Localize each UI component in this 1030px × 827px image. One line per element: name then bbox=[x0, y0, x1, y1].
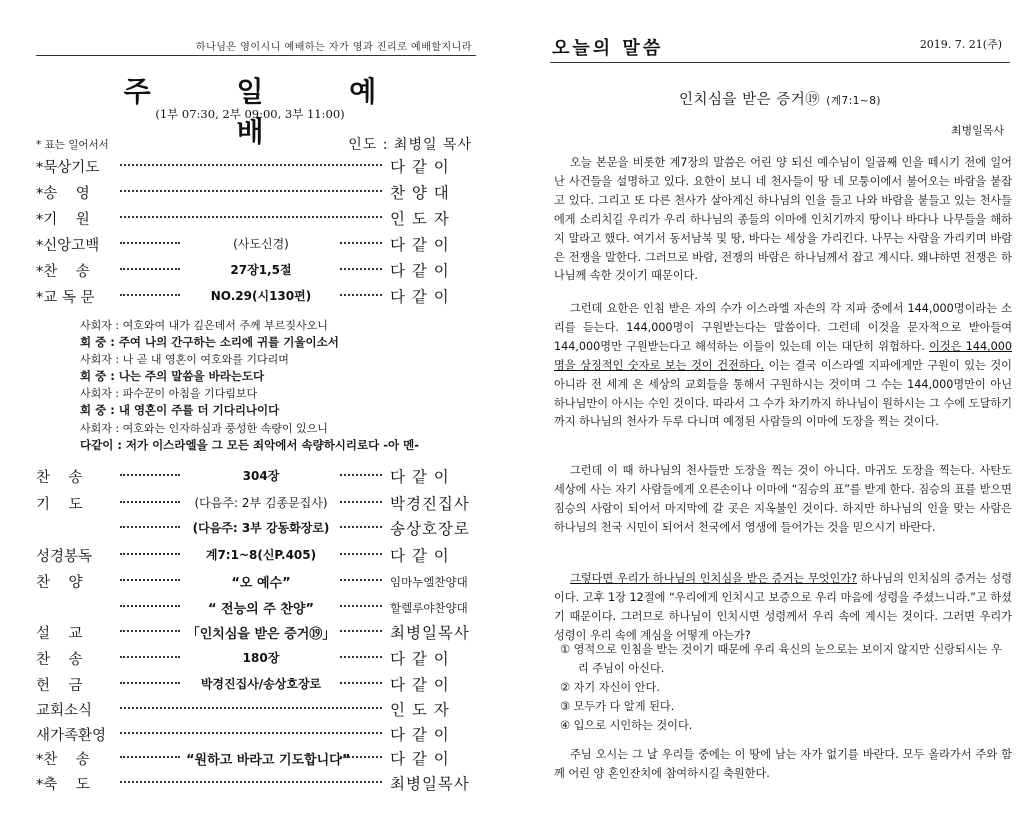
order-item-detail: 304장 bbox=[242, 469, 280, 483]
order-item-performer: 찬 양 대 bbox=[390, 184, 450, 202]
order-item-performer: 할렐루야찬양대 bbox=[390, 601, 468, 615]
leader-dots bbox=[120, 579, 180, 581]
order-item-label: 설 교 bbox=[36, 626, 83, 642]
leader-dots bbox=[120, 190, 382, 192]
order-item bbox=[36, 569, 476, 595]
order-item-detail: 박경진집사/송상호장로 bbox=[200, 677, 322, 691]
order-item-label: 기 도 bbox=[36, 497, 83, 513]
order-item-label: 새가족환영 bbox=[36, 728, 107, 744]
list-item: ② 자기 자신이 안다. bbox=[560, 680, 660, 694]
leader-dots bbox=[340, 630, 382, 632]
order-item-performer: 최병일목사 bbox=[390, 624, 470, 642]
paragraph-2 bbox=[554, 300, 1012, 432]
responsive-line: 다같이 : 저가 이스라엘을 그 모든 죄악에서 속량하시리로다 -아 멘- bbox=[80, 438, 420, 452]
order-item-detail: “원하고 바라고 기도합니다” bbox=[186, 753, 351, 768]
leader-dots bbox=[340, 474, 382, 476]
order-item-performer: 다 같 이 bbox=[390, 726, 450, 744]
list-item: ④ 입으로 시인하는 것이다. bbox=[560, 718, 693, 732]
order-item bbox=[36, 543, 476, 569]
order-item bbox=[36, 646, 476, 672]
sermon-title-text: 인치심을 받은 증거⑲ bbox=[679, 92, 821, 108]
order-item-label: *송 영 bbox=[36, 186, 90, 202]
order-item-label: *찬 송 bbox=[36, 752, 90, 768]
responsive-line: 사회자 : 파수꾼이 아침을 기다림보다 bbox=[80, 387, 258, 400]
order-item-detail: 계7:1~8(신P.405) bbox=[205, 548, 317, 562]
order-item-performer: 다 같 이 bbox=[390, 750, 450, 768]
leader-dots bbox=[340, 526, 382, 528]
order-item bbox=[36, 464, 476, 490]
order-item-performer: 인 도 자 bbox=[390, 701, 450, 719]
leader-dots bbox=[120, 630, 180, 632]
leader-dots bbox=[120, 164, 382, 166]
order-item-detail: (사도신경) bbox=[233, 237, 289, 251]
order-item bbox=[36, 206, 476, 232]
order-item bbox=[36, 746, 476, 772]
leader-dots bbox=[120, 781, 382, 783]
order-item-label: 찬 양 bbox=[36, 575, 83, 591]
responsive-line: 사회자 : 여호와여 내가 깊은데서 주께 부르짖사오니 bbox=[80, 319, 328, 332]
order-item-label: *찬 송 bbox=[36, 264, 90, 280]
leader-dots bbox=[120, 656, 180, 658]
bulletin-order-page bbox=[0, 0, 505, 827]
list-item: ① 영적으로 인침을 받는 것이기 때문에 우리 육신의 눈으로는 보이지 않지만 신랑되시는 우리 주님이 아신다. bbox=[560, 643, 1002, 675]
evidence-list bbox=[560, 641, 1010, 736]
sermon-page bbox=[540, 0, 1010, 827]
motto: 하나님은 영이시니 예배하는 자가 영과 진리로 예배할지니라 bbox=[195, 42, 472, 53]
paragraph-2-underlined: 이것은 144,000명을 상징적인 숫자로 보는 것이 건전하다. bbox=[554, 339, 1012, 372]
order-item bbox=[36, 620, 476, 646]
leader-dots bbox=[120, 474, 180, 476]
order-item bbox=[36, 595, 476, 621]
order-item bbox=[36, 516, 476, 542]
order-item-detail: “오 예수” bbox=[231, 576, 291, 591]
leader-dots bbox=[340, 501, 382, 503]
order-item-performer: 다 같 이 bbox=[390, 288, 450, 306]
leader-dots bbox=[340, 294, 382, 296]
sermon-title bbox=[550, 88, 1010, 109]
leader-dots bbox=[120, 526, 180, 528]
date: 2019. 7. 21(주) bbox=[919, 38, 1002, 51]
order-item-detail: “ 전능의 주 찬양” bbox=[207, 602, 314, 617]
paragraph-4-text: 하나님의 인치심의 증거는 성령이다. 고후 1장 12절에 “우리에게 인치시고 보증으로 우리 마음에 성령을 주셨느니라.”고 하셨기 때문이다. 그러므로 하나님이 인치시면 성령께서 우리 속에 계시는 것이다. 그러면 우리가 성령이 우리 속에 계심을 어떻게 아는가? bbox=[554, 572, 1012, 642]
legend-row bbox=[36, 134, 476, 154]
leader-dots bbox=[120, 242, 180, 244]
paragraph-2-text-b: 이는 결국 이스라엘 지파에게만 구원이 있는 것이 아니라 전 세계 온 세상의 교회들을 통해서 구원하시는 것이며 그 수는 144,000명만이 아닌 하나님만이 아시는 수인 것이다. 따라서 그 수가 차기까지 하나님이 원하시는 그 수에 도달하기까지 하나님의 천사가 두루 다니며 예정된 사람들의 이마에 도장을 찍는 것이다. bbox=[554, 358, 1012, 429]
leader-dots bbox=[120, 732, 382, 734]
order-item-performer: 인 도 자 bbox=[390, 210, 450, 228]
leader-dots bbox=[120, 682, 180, 684]
order-item-performer: 최병일목사 bbox=[390, 775, 470, 793]
leader-dots bbox=[120, 294, 180, 296]
leader-dots bbox=[120, 216, 382, 218]
leader-dots bbox=[120, 553, 180, 555]
order-item-performer: 다 같 이 bbox=[390, 158, 450, 176]
leader-dots bbox=[120, 605, 180, 607]
order-item-detail: 「인치심을 받은 증거⑲」 bbox=[186, 627, 336, 642]
responsive-line: 회 중 : 내 영혼이 주를 더 기다리나이다 bbox=[80, 403, 280, 417]
leader-dots bbox=[340, 268, 382, 270]
divider bbox=[36, 55, 476, 56]
leader-dots bbox=[340, 656, 382, 658]
leader-dots bbox=[120, 707, 382, 709]
order-item-label: 찬 송 bbox=[36, 652, 83, 668]
order-item-performer: 다 같 이 bbox=[390, 468, 450, 486]
service-title: 주 일 예 배 bbox=[123, 75, 415, 148]
leader-dots bbox=[120, 268, 180, 270]
order-item bbox=[36, 672, 476, 698]
order-item-detail: 180장 bbox=[242, 651, 280, 665]
order-item-detail: (다음주: 3부 강동화장로) bbox=[192, 521, 330, 535]
order-item bbox=[36, 722, 476, 748]
standing-legend: * 표는 일어서서 bbox=[36, 139, 109, 151]
order-item bbox=[36, 232, 476, 258]
order-item-performer: 다 같 이 bbox=[390, 236, 450, 254]
paragraph-3: 그런데 이 때 하나님의 천사들만 도장을 찍는 것이 아니다. 마귀도 도장을 찍는다. 사탄도 세상에 사는 자기 사람들에게 오른손이나 이마에 “짐승의 표”를 받게 한다. 짐승의 표를 받으면 짐승의 사람이 되어서 마지막에 갈 곳은 지옥불인 것이다. 하지만 하나님의 인을 맞는 사람은 하나님의 천국 시민이 되어서 천국에서 영생에 들어가는 것을 믿으시기 바란다. bbox=[554, 464, 1012, 534]
order-item-performer: 다 같 이 bbox=[390, 262, 450, 280]
responsive-line: 사회자 : 여호와는 인자하심과 풍성한 속량이 있으니 bbox=[80, 422, 328, 435]
order-item-detail: 27장1,5절 bbox=[230, 263, 292, 277]
leader-dots bbox=[340, 682, 382, 684]
leader-dots bbox=[340, 756, 382, 758]
order-item-performer: 송상호장로 bbox=[390, 520, 470, 538]
scripture-ref: (계7:1~8) bbox=[826, 95, 881, 107]
order-item-performer: 다 같 이 bbox=[390, 547, 450, 565]
service-times: (1부 07:30, 2부 09:00, 3부 11:00) bbox=[155, 107, 345, 121]
leader-dots bbox=[120, 756, 180, 758]
author: 최병일목사 bbox=[950, 124, 1004, 137]
responsive-line: 사회자 : 나 곧 내 영혼이 여호와를 기다리며 bbox=[80, 353, 289, 366]
order-item-label: 찬 송 bbox=[36, 470, 83, 486]
order-item-label: *교 독 문 bbox=[36, 290, 95, 306]
order-item-label: *신앙고백 bbox=[36, 238, 100, 254]
order-item-label: 헌 금 bbox=[36, 678, 83, 694]
section-header: 오늘의 말씀 bbox=[552, 38, 664, 59]
responsive-line: 회 중 : 주여 나의 간구하는 소리에 귀를 기울이소서 bbox=[80, 335, 339, 349]
order-item-detail: (다음주: 2부 김종문집사) bbox=[194, 496, 328, 510]
order-item-performer: 다 같 이 bbox=[390, 676, 450, 694]
leader-dots bbox=[340, 242, 382, 244]
leader-dots bbox=[120, 501, 180, 503]
leader: 인도 : 최병일 목사 bbox=[348, 137, 472, 153]
order-item-detail: NO.29(시130편) bbox=[210, 289, 312, 303]
divider bbox=[550, 62, 1010, 63]
paragraph-5: 주님 오시는 그 날 우리들 중에는 이 땅에 남는 자가 없기를 바란다. 모두 올라가서 주와 함께 어린 양 혼인잔치에 참여하시길 축원한다. bbox=[554, 748, 1012, 780]
order-item bbox=[36, 771, 476, 797]
leader-dots bbox=[340, 579, 382, 581]
responsive-line: 회 중 : 나는 주의 말씀을 바라는도다 bbox=[80, 369, 265, 383]
order-item-performer: 다 같 이 bbox=[390, 650, 450, 668]
order-item-label: *축 도 bbox=[36, 777, 90, 793]
order-item-performer: 박경진집사 bbox=[390, 495, 470, 513]
leader-dots bbox=[340, 553, 382, 555]
order-item bbox=[36, 697, 476, 723]
order-item-label: *기 원 bbox=[36, 212, 90, 228]
order-item bbox=[36, 258, 476, 284]
leader-dots bbox=[340, 605, 382, 607]
list-item: ③ 모두가 다 알게 된다. bbox=[560, 699, 675, 713]
paragraph-2-text: 그런데 요한은 인침 받은 자의 수가 이스라엘 자손의 각 지파 중에서 144,000명이라는 소리를 듣는다. 144,000명이 구원받는다는 말씀이다. 그런데 이것을 문자적으로 받아들여 144,000명만 구원받는다고 해석하는 이들이 있는데 이는 대단히 위험하다. bbox=[554, 302, 1012, 353]
order-item-performer: 임마누엘찬양대 bbox=[390, 575, 468, 589]
order-item bbox=[36, 491, 476, 517]
order-item-label: *묵상기도 bbox=[36, 160, 100, 176]
paragraph-4-underlined: 그렇다면 우리가 하나님의 인치심을 받은 증거는 무엇인가? bbox=[570, 572, 858, 585]
paragraph-1: 오늘 본문을 비롯한 계7장의 말씀은 어린 양 되신 예수님이 일곱째 인을 떼시기 전에 일어난 사건들을 설명하고 있다. 요한이 보니 네 천사들이 땅 네 모퉁이에서 불어오는 바람을 붙잡고 있다. 그리고 또 다른 천사가 살아계신 하나님의 인을 들고 나와 바람을 붙들고 있는 천사들에게 소리치길 우리가 우리 하나님의 종들의 이마에 인치기까지 땅이나 바다나 나무들을 해하지 말라고 했다. 여기서 동서남북 및 땅, 바다는 세상을 가리킨다. 나무는 사람을 가리키며 바람은 전쟁을 말한다. 그러므로 바람, 전쟁의 바람은 하나님께서 잡고 계시다. 왜냐하면 전쟁은 하나님께 속한 것이기 때문이다. bbox=[554, 156, 1012, 283]
paragraph-4 bbox=[554, 570, 1012, 646]
order-item bbox=[36, 154, 476, 180]
order-item-label: 교회소식 bbox=[36, 703, 93, 719]
order-item bbox=[36, 180, 476, 206]
order-item bbox=[36, 284, 476, 310]
order-item-label: 성경봉독 bbox=[36, 549, 93, 565]
